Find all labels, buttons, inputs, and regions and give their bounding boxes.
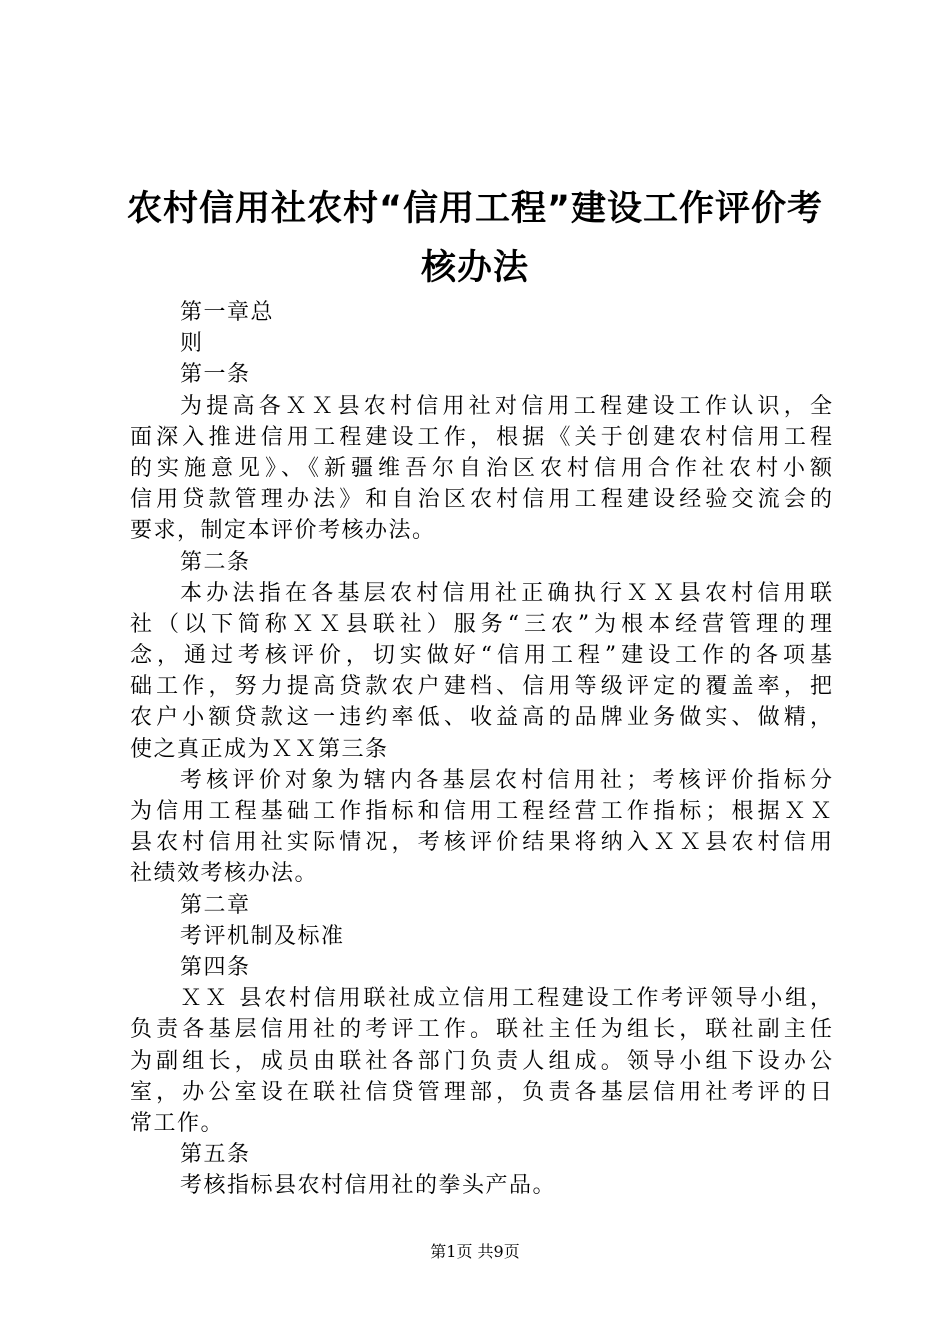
body-line: 础工作，努力提高贷款农户建档、信用等级评定的覆盖率，把 (130, 674, 832, 700)
body-line: 第一条 (180, 362, 251, 388)
body-line: 要求，制定本评价考核办法。 (130, 518, 436, 544)
document-body (130, 297, 832, 1201)
body-line: 则 (180, 331, 204, 357)
body-line: 考评机制及标准 (180, 923, 345, 949)
body-line: 考核评价对象为辖内各基层农村信用社；考核评价指标分 (180, 767, 832, 793)
body-line: 社（以下简称ＸＸ县联社）服务“三农”为根本经营管理的理 (130, 611, 832, 637)
document-title-line-2: 核办法 (420, 248, 529, 288)
body-line: 县农村信用社实际情况，考核评价结果将纳入ＸＸ县农村信用 (130, 830, 832, 856)
body-line: 信用贷款管理办法》和自治区农村信用工程建设经验交流会的 (130, 487, 832, 513)
body-line: 第二条 (180, 549, 251, 575)
body-line: 为提高各ＸＸ县农村信用社对信用工程建设工作认识，全 (180, 393, 832, 419)
body-line: 常工作。 (130, 1110, 225, 1136)
body-line: 使之真正成为ＸＸ第三条 (130, 736, 389, 762)
document-title-line-1: 农村信用社农村“信用工程”建设工作评价考 (126, 189, 823, 229)
body-line: 念，通过考核评价，切实做好“信用工程”建设工作的各项基 (130, 643, 832, 669)
body-line: 面深入推进信用工程建设工作，根据《关于创建农村信用工程 (130, 424, 832, 450)
body-line: 本办法指在各基层农村信用社正确执行ＸＸ县农村信用联 (180, 580, 832, 606)
body-line: 第一章总 (180, 300, 275, 325)
body-line: 第二章 (180, 892, 251, 918)
body-line: 农户小额贷款这一违约率低、收益高的品牌业务做实、做精， (130, 705, 832, 731)
body-line: 为信用工程基础工作指标和信用工程经营工作指标；根据ＸＸ (130, 799, 832, 824)
body-line: 负责各基层信用社的考评工作。联社主任为组长，联社副主任 (130, 1017, 832, 1043)
body-line: 考核指标县农村信用社的拳头产品。 (180, 1173, 557, 1199)
body-line: 社绩效考核办法。 (130, 861, 319, 887)
body-line: 的实施意见》、《新疆维吾尔自治区农村信用合作社农村小额 (130, 455, 832, 481)
page-footer: 第1页 共9页 (430, 1242, 520, 1261)
body-line: ＸＸ 县农村信用联社成立信用工程建设工作考评领导小组， (180, 986, 832, 1012)
body-line: 第四条 (180, 954, 251, 980)
body-line: 第五条 (180, 1142, 251, 1168)
body-line: 为副组长，成员由联社各部门负责人组成。领导小组下设办公 (130, 1048, 832, 1074)
body-line: 室，办公室设在联社信贷管理部，负责各基层信用社考评的日 (130, 1079, 832, 1105)
